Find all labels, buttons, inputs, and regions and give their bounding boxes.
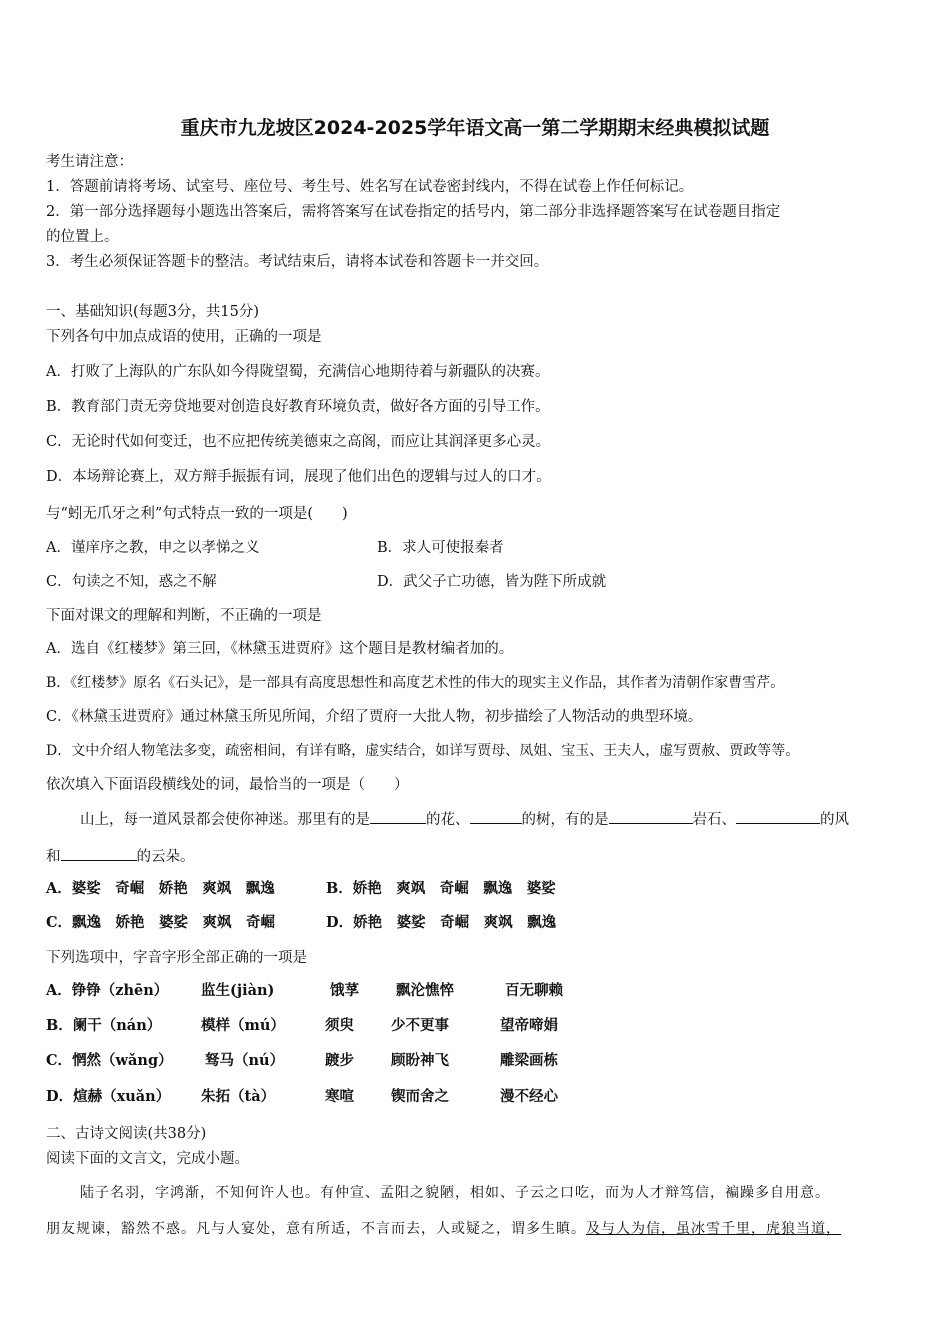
q3-option-d: D．文中介绍人物笔法多变，疏密相间，有详有略，虚实结合，如详写贾母、凤姐、宝玉、王夫人，虚写贾赦、贾政等等。	[46, 743, 800, 759]
section1-heading: 一、基础知识(每题3分，共15分)	[46, 304, 259, 320]
q5-stem: 下列选项中，字音字形全部正确的一项是	[46, 950, 307, 966]
q5-c-word-3: 踱步	[325, 1052, 354, 1069]
q4-passage-line1	[80, 809, 849, 830]
classical-text-para2-a: 朋友规谏，豁然不惑。凡与人宴处，意有所适，不言而去，人或疑之，谓多生瞋。	[46, 1221, 586, 1237]
q4-blank-4	[736, 809, 820, 824]
q1-stem: 下列各句中加点成语的使用，正确的一项是	[46, 329, 322, 345]
q5-b-word-1: B．阑干（nán）	[46, 1017, 162, 1034]
q3-option-c: C．《林黛玉进贾府》通过林黛玉所见所闻，介绍了贾府一大批人物，初步描绘了人物活动的典型环境。	[46, 709, 703, 725]
q4-passage-seg4: 岩石、	[692, 812, 736, 828]
q4-option-c: C．飘逸 娇艳 婆娑 爽飒 奇崛	[46, 914, 276, 931]
q5-b-word-5: 望帝啼娟	[500, 1017, 558, 1034]
q5-a-word-3: 饿莩	[330, 982, 359, 999]
q4-option-d: D．娇艳 婆娑 奇崛 爽飒 飘逸	[326, 914, 557, 931]
q4-passage-seg5: 的风	[820, 812, 849, 828]
section2-heading: 二、古诗文阅读(共38分)	[46, 1126, 207, 1142]
q4-option-a: A．婆娑 奇崛 娇艳 爽飒 飘逸	[46, 880, 275, 897]
q4-passage-line2	[46, 846, 195, 867]
q5-c-word-4: 顾盼神飞	[391, 1052, 449, 1069]
page-title: 重庆市九龙坡区2024-2025学年语文高一第二学期期末经典模拟试题	[180, 117, 770, 139]
q5-a-word-1: A．铮铮（zhēn）	[46, 982, 169, 999]
q2-option-a: A．谨庠序之教，申之以孝悌之义	[46, 540, 260, 556]
classical-text-underlined-sentence: 及与人为信，虽冰雪千里，虎狼当道，	[586, 1221, 841, 1237]
q5-a-word-2: 监生(jiàn)	[201, 982, 275, 999]
notice-item-3: 3．考生必须保证答题卡的整洁。考试结束后，请将本试卷和答题卡一并交回。	[46, 254, 549, 270]
q2-option-c: C．句读之不知，惑之不解	[46, 574, 217, 590]
notice-heading: 考生请注意：	[46, 154, 133, 170]
q4-stem: 依次填入下面语段横线处的词，最恰当的一项是（ ）	[46, 777, 409, 793]
q5-d-word-2: 朱拓（tà）	[201, 1088, 276, 1105]
section2-intro: 阅读下面的文言文，完成小题。	[46, 1151, 249, 1167]
q4-passage-seg1: 山上，每一道风景都会使你神迷。那里有的是	[80, 812, 370, 828]
q5-c-word-5: 雕梁画栋	[500, 1052, 558, 1069]
notice-item-2-cont: 的位置上。	[46, 229, 119, 245]
classical-text-para1: 陆子名羽，字鸿渐，不知何许人也。有仲宣、孟阳之貌陋，相如、子云之口吃，而为人才辩笃信，褊躁多自用意。	[80, 1185, 830, 1201]
q4-blank-2	[470, 809, 522, 824]
notice-item-1: 1．答题前请将考场、试室号、座位号、考生号、姓名写在试卷密封线内，不得在试卷上作任何标记。	[46, 179, 694, 195]
q4-passage-seg7: 的云朵。	[136, 849, 195, 865]
q5-a-word-5: 百无聊赖	[505, 982, 563, 999]
q5-c-word-2: 驽马（nú）	[205, 1052, 285, 1069]
q5-a-word-4: 飘沦憔悴	[396, 982, 454, 999]
notice-item-2: 2．第一部分选择题每小题选出答案后，需将答案写在试卷指定的括号内，第二部分非选择题答案写在试卷题目指定	[46, 204, 781, 220]
q5-b-word-4: 少不更事	[391, 1017, 449, 1034]
q5-d-word-3: 寒喧	[325, 1088, 354, 1105]
q3-option-b: B．《红楼梦》原名《石头记》，是一部具有高度思想性和高度艺术性的伟大的现实主义作品，其作者为清朝作家曹雪芹。	[46, 675, 785, 691]
q3-stem: 下面对课文的理解和判断，不正确的一项是	[46, 608, 322, 624]
q5-d-word-5: 漫不经心	[500, 1088, 558, 1105]
q5-c-word-1: C．惘然（wǎng）	[46, 1052, 173, 1069]
q4-blank-1	[370, 809, 426, 824]
q4-passage-seg6: 和	[46, 849, 61, 865]
q5-d-word-1: D．煊赫（xuǎn）	[46, 1088, 171, 1105]
q4-blank-3	[609, 809, 693, 824]
q5-d-word-4: 锲而舍之	[391, 1088, 449, 1105]
q4-passage-seg3: 的树，有的是	[521, 812, 609, 828]
q2-stem: 与“蚓无爪牙之利”句式特点一致的一项是( )	[46, 506, 348, 522]
q1-option-c: C．无论时代如何变迁，也不应把传统美德束之高阁，而应让其润泽更多心灵。	[46, 434, 551, 450]
q5-b-word-2: 模样（mú）	[201, 1017, 285, 1034]
q5-b-word-3: 须臾	[325, 1017, 354, 1034]
classical-text-para2	[46, 1219, 841, 1239]
q3-option-a: A．选自《红楼梦》第三回，《林黛玉进贾府》这个题目是教材编者加的。	[46, 641, 514, 657]
q1-option-d: D．本场辩论赛上，双方辩手振振有词，展现了他们出色的逻辑与过人的口才。	[46, 469, 551, 485]
q2-option-b: B．求人可使报秦者	[377, 540, 504, 556]
q2-option-d: D．武父子亡功德，皆为陛下所成就	[377, 574, 607, 590]
q4-option-b: B．娇艳 爽飒 奇崛 飘逸 婆娑	[326, 880, 556, 897]
q1-option-a: A．打败了上海队的广东队如今得陇望蜀，充满信心地期待着与新疆队的决赛。	[46, 364, 550, 380]
q1-option-b: B．教育部门责无旁贷地要对创造良好教育环境负责，做好各方面的引导工作。	[46, 399, 550, 415]
q4-blank-5	[61, 846, 137, 861]
q4-passage-seg2: 的花、	[426, 812, 470, 828]
